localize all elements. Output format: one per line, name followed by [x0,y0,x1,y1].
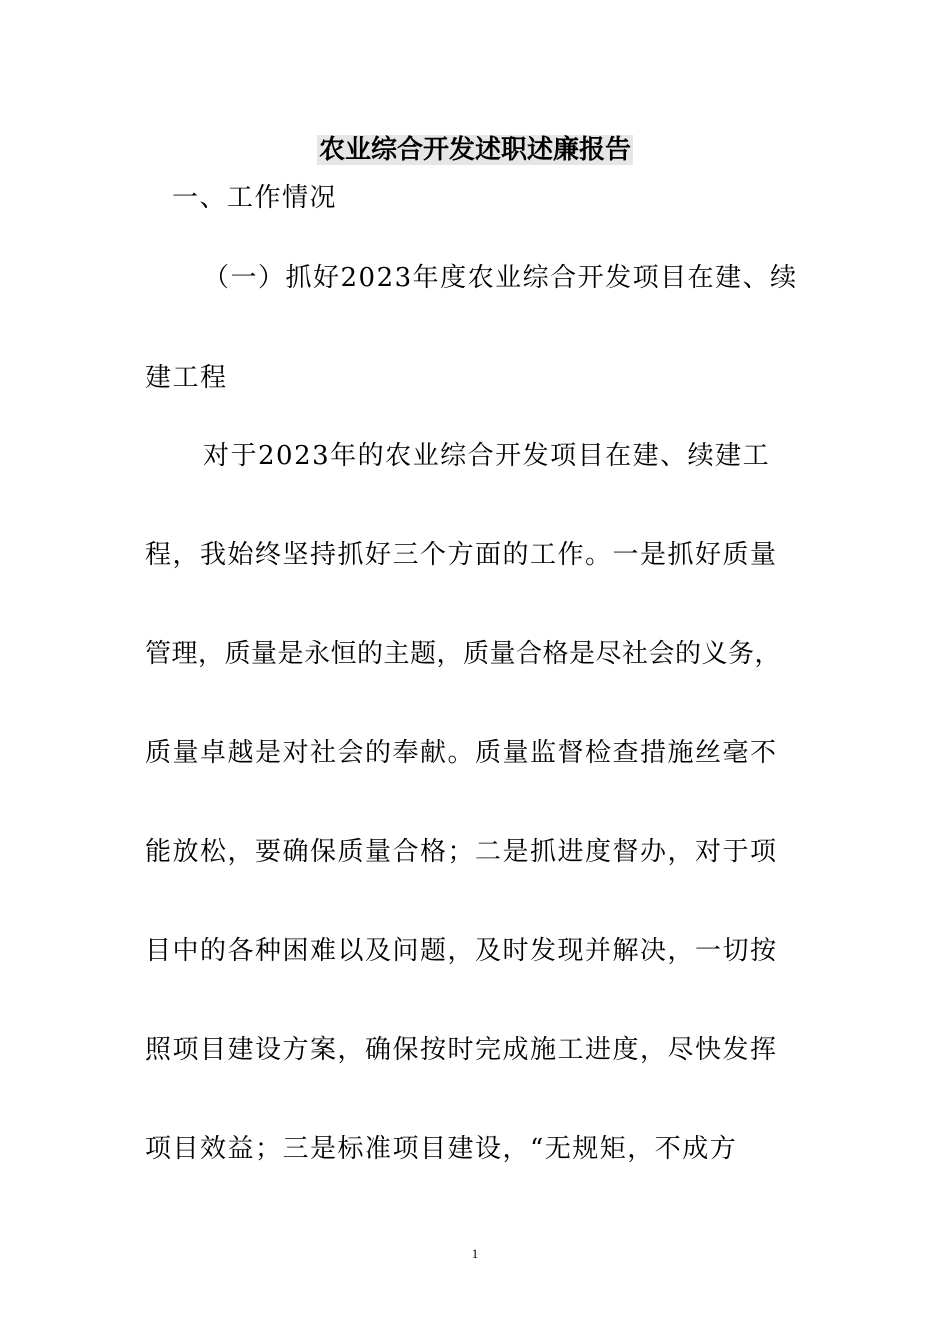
paragraph-line: 对于2023年的农业综合开发项目在建、续建工 [203,441,771,471]
page-number: 1 [471,1246,479,1261]
paragraph-line: 程，我始终坚持抓好三个方面的工作。一是抓好质量 [145,540,778,570]
document-title-text: 农业综合开发述职述廉报告 [318,135,631,165]
paragraph-line: 照项目建设方案，确保按时完成施工进度，尽快发挥 [145,1035,778,1065]
subsection-heading-line-2: 建工程 [145,363,228,393]
paragraph-line: 项目效益；三是标准项目建设，“无规矩，不成方 [145,1134,738,1164]
section-heading: 一、工作情况 [172,183,338,213]
paragraph-line: 管理，质量是永恒的主题，质量合格是尽社会的义务， [145,639,782,669]
paragraph-line: 能放松，要确保质量合格；二是抓进度督办，对于项 [145,837,778,867]
paragraph-line: 目中的各种困难以及问题，及时发现并解决，一切按 [145,936,778,966]
document-title [0,130,950,170]
paragraph-line: 质量卓越是对社会的奉献。质量监督检查措施丝毫不 [145,738,778,768]
subsection-heading-line-1: （一）抓好2023年度农业综合开发项目在建、续 [203,263,798,293]
